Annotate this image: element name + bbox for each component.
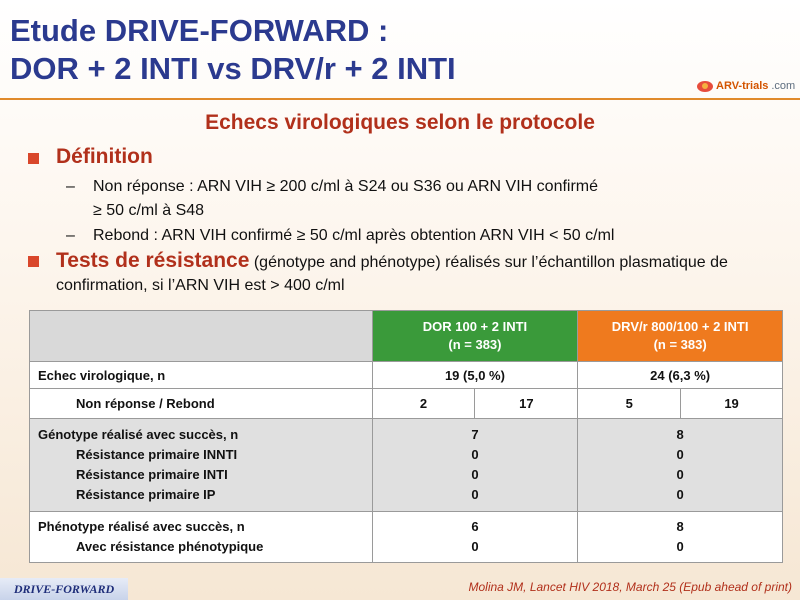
title-line-2: DOR + 2 INTI vs DRV/r + 2 INTI — [10, 51, 456, 86]
square-bullet-icon — [28, 256, 39, 267]
title-line-1: Etude DRIVE-FORWARD : — [10, 13, 389, 48]
drv-pheno-value: 8 — [676, 519, 684, 534]
cell-drv-rebond: 19 — [681, 389, 783, 419]
drv-geno-value: 0 — [676, 487, 684, 502]
cell-dor-echec: 19 (5,0 %) — [372, 362, 578, 389]
header-dor-n: (n = 383) — [448, 337, 502, 352]
row-label-phenotype — [30, 512, 373, 563]
row-label-echec: Echec virologique, n — [30, 362, 373, 389]
cell-drv-echec: 24 (6,3 %) — [578, 362, 783, 389]
table-header-row — [30, 311, 783, 362]
table-row — [30, 512, 783, 563]
cell-dor-phenotype — [372, 512, 578, 563]
drv-geno-value: 8 — [676, 427, 684, 442]
definition-item-1-line-1: Non réponse : ARN VIH ≥ 200 c/ml à S24 ou S36 ou ARN VIH confirmé — [93, 178, 599, 195]
resistance-tests-paragraph — [56, 249, 776, 297]
resistance-tests-heading: Tests de résistance — [56, 249, 250, 272]
dor-geno-value: 7 — [471, 427, 479, 442]
header-drv-name: DRV/r 800/100 + 2 INTI — [611, 319, 749, 334]
cell-dor-rebond: 17 — [475, 389, 578, 419]
header-drv-arm — [578, 311, 783, 362]
genotype-sub-ip: Résistance primaire IP — [76, 487, 216, 502]
phenotype-label: Phénotype réalisé avec succès, n — [38, 519, 245, 534]
genotype-sub-innti: Résistance primaire INNTI — [76, 447, 238, 462]
header-blank-cell — [30, 311, 373, 362]
row-label-nr-rebond — [30, 389, 373, 419]
drv-geno-value: 0 — [676, 467, 684, 482]
phenotype-sub-resistance: Avec résistance phénotypique — [76, 539, 264, 554]
genotype-label: Génotype réalisé avec succès, n — [38, 427, 239, 442]
cell-dor-genotype — [372, 419, 578, 512]
definition-heading: Définition — [56, 145, 153, 168]
genotype-sub-inti: Résistance primaire INTI — [76, 467, 228, 482]
logo-icon — [697, 81, 713, 92]
nr-rebond-label: Non réponse / Rebond — [76, 396, 215, 411]
dor-pheno-value: 6 — [471, 519, 479, 534]
logo-domain: .com — [771, 80, 796, 92]
definition-item-2: Rebond : ARN VIH confirmé ≥ 50 c/ml après obtention ARN VIH < 50 c/ml — [93, 227, 615, 244]
slide-subtitle: Echecs virologiques selon le protocole — [205, 111, 595, 134]
reference-citation: Molina JM, Lancet HIV 2018, March 25 (Epub ahead of print) — [468, 580, 792, 594]
table-row — [30, 362, 783, 389]
title-divider — [0, 98, 800, 100]
cell-dor-nr: 2 — [372, 389, 475, 419]
study-tag: DRIVE-FORWARD — [0, 578, 128, 600]
cell-drv-phenotype — [578, 512, 783, 563]
dash-bullet: – — [66, 227, 75, 244]
dor-geno-value: 0 — [471, 447, 479, 462]
slide-title — [10, 12, 456, 88]
resistance-tests-text: (génotype and phénotype) réalisés sur l’échantillon plasmatique de confirmation, si l’ARN VIH est > 400 c/ml — [56, 254, 728, 294]
logo-text: ARV-trials — [716, 80, 769, 92]
dor-geno-value: 0 — [471, 467, 479, 482]
cell-drv-nr: 5 — [578, 389, 681, 419]
header-dor-arm — [372, 311, 578, 362]
table-row — [30, 389, 783, 419]
arv-trials-logo — [697, 80, 795, 92]
row-label-genotype — [30, 419, 373, 512]
square-bullet-icon — [28, 153, 39, 164]
header-drv-n: (n = 383) — [653, 337, 707, 352]
table-row — [30, 419, 783, 512]
header-dor-name: DOR 100 + 2 INTI — [422, 319, 528, 334]
dor-geno-value: 0 — [471, 487, 479, 502]
dash-bullet: – — [66, 178, 75, 195]
drv-geno-value: 0 — [676, 447, 684, 462]
dor-pheno-value: 0 — [471, 539, 479, 554]
definition-item-1-line-2: ≥ 50 c/ml à S48 — [93, 202, 205, 219]
drv-pheno-value: 0 — [676, 539, 684, 554]
cell-drv-genotype — [578, 419, 783, 512]
virologic-failure-table — [29, 310, 783, 563]
